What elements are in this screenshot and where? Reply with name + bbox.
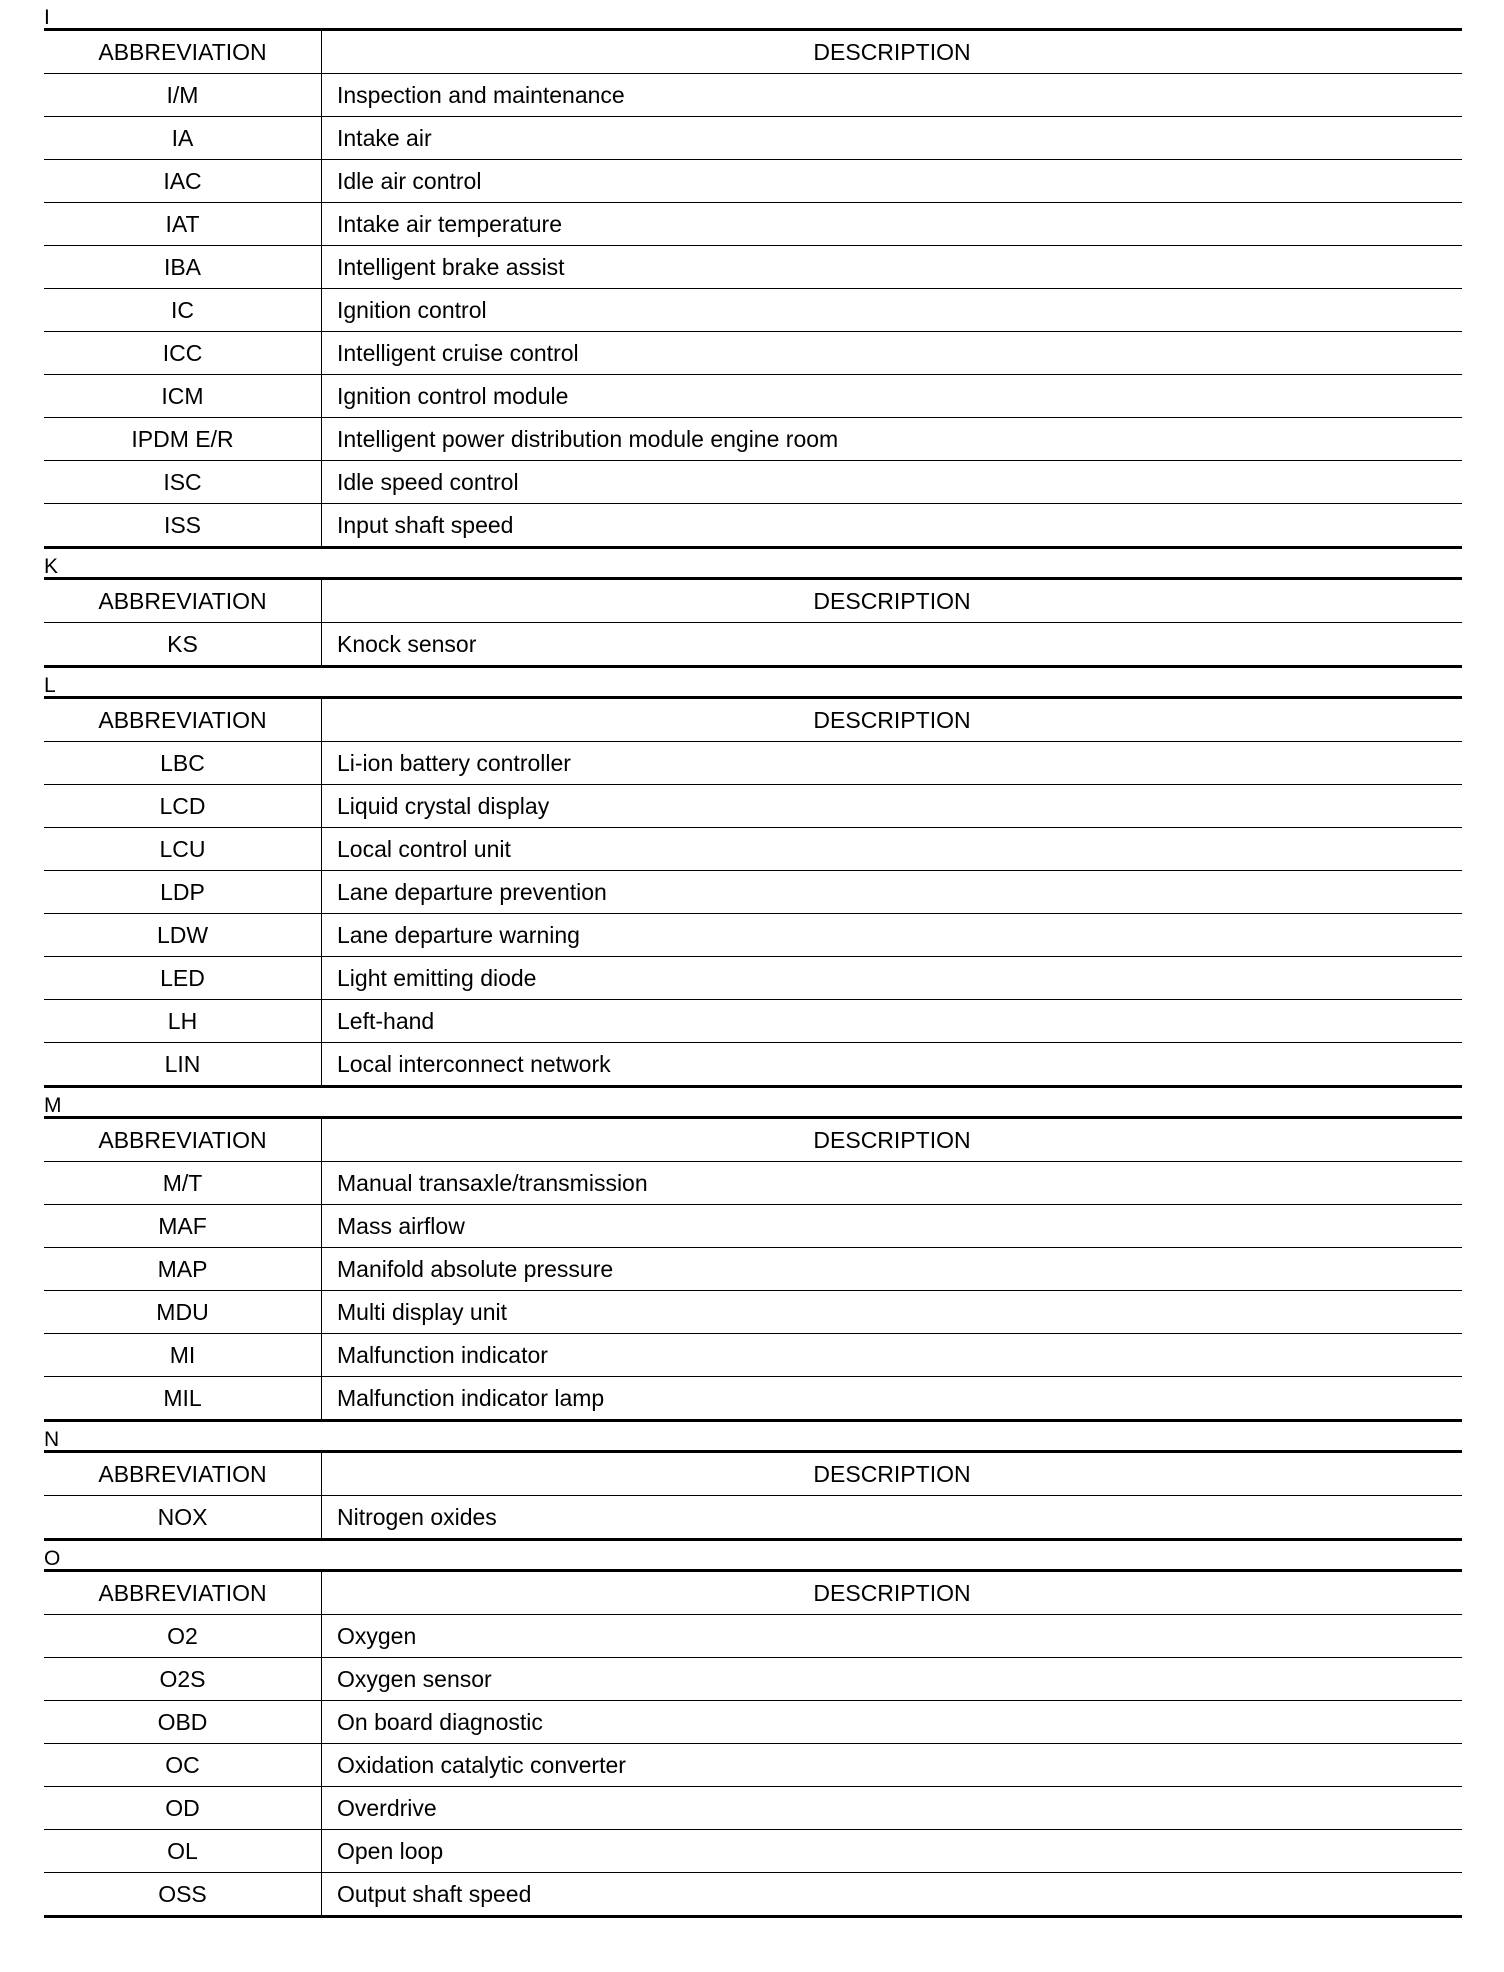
table-row bbox=[44, 1162, 1462, 1205]
abbreviation-table bbox=[44, 577, 1462, 668]
abbreviation-cell: LBC bbox=[44, 742, 322, 785]
description-cell: Open loop bbox=[322, 1830, 1463, 1873]
table-row bbox=[44, 1248, 1462, 1291]
description-column-header: DESCRIPTION bbox=[813, 587, 971, 614]
table-row bbox=[44, 1873, 1462, 1917]
description-cell: Intake air bbox=[322, 117, 1463, 160]
abbreviation-cell: OSS bbox=[44, 1873, 322, 1917]
description-cell: On board diagnostic bbox=[322, 1701, 1463, 1744]
abbreviation-cell: LDW bbox=[44, 914, 322, 957]
table-header-row bbox=[44, 30, 1462, 74]
abbreviation-column-header: ABBREVIATION bbox=[44, 1571, 322, 1615]
table-row bbox=[44, 1615, 1462, 1658]
abbreviation-cell: OBD bbox=[44, 1701, 322, 1744]
description-cell: Malfunction indicator bbox=[322, 1334, 1463, 1377]
table-row bbox=[44, 203, 1462, 246]
table-row bbox=[44, 461, 1462, 504]
table-row bbox=[44, 74, 1462, 117]
table-header-row bbox=[44, 698, 1462, 742]
table-row bbox=[44, 246, 1462, 289]
table-row bbox=[44, 160, 1462, 203]
table-row bbox=[44, 1043, 1462, 1087]
table-row bbox=[44, 623, 1462, 667]
description-cell: Ignition control bbox=[322, 289, 1463, 332]
table-row bbox=[44, 1744, 1462, 1787]
description-cell: Liquid crystal display bbox=[322, 785, 1463, 828]
table-header-row bbox=[44, 1571, 1462, 1615]
table-row bbox=[44, 828, 1462, 871]
description-cell: Oxygen bbox=[322, 1615, 1463, 1658]
description-column-header: DESCRIPTION bbox=[813, 706, 971, 733]
description-cell: Left-hand bbox=[322, 1000, 1463, 1043]
abbreviation-cell: I/M bbox=[44, 74, 322, 117]
table-row bbox=[44, 1205, 1462, 1248]
table-row bbox=[44, 1334, 1462, 1377]
abbreviation-cell: MDU bbox=[44, 1291, 322, 1334]
abbreviation-table bbox=[44, 1450, 1462, 1541]
abbreviation-table bbox=[44, 28, 1462, 549]
description-column-header: DESCRIPTION bbox=[813, 1579, 971, 1606]
abbreviation-cell: LED bbox=[44, 957, 322, 1000]
description-cell: Mass airflow bbox=[322, 1205, 1463, 1248]
abbreviation-cell: LCU bbox=[44, 828, 322, 871]
abbreviation-cell: NOX bbox=[44, 1496, 322, 1540]
description-cell: Intelligent brake assist bbox=[322, 246, 1463, 289]
section-letter: I bbox=[44, 6, 50, 29]
description-cell: Idle speed control bbox=[322, 461, 1463, 504]
description-cell: Local control unit bbox=[322, 828, 1463, 871]
description-cell: Li-ion battery controller bbox=[322, 742, 1463, 785]
abbreviation-column-header: ABBREVIATION bbox=[44, 30, 322, 74]
abbreviation-cell: ICC bbox=[44, 332, 322, 375]
abbreviation-cell: LIN bbox=[44, 1043, 322, 1087]
abbreviation-column-header: ABBREVIATION bbox=[44, 579, 322, 623]
abbreviation-cell: LH bbox=[44, 1000, 322, 1043]
abbreviation-cell: O2 bbox=[44, 1615, 322, 1658]
abbreviation-column-header: ABBREVIATION bbox=[44, 698, 322, 742]
abbreviation-cell: IA bbox=[44, 117, 322, 160]
section-letter: M bbox=[44, 1094, 62, 1117]
table-row bbox=[44, 117, 1462, 160]
description-cell: Light emitting diode bbox=[322, 957, 1463, 1000]
description-cell: Inspection and maintenance bbox=[322, 74, 1463, 117]
table-row bbox=[44, 375, 1462, 418]
abbreviation-cell: LCD bbox=[44, 785, 322, 828]
section-letter: O bbox=[44, 1547, 61, 1570]
abbreviation-cell: OD bbox=[44, 1787, 322, 1830]
abbreviation-column-header: ABBREVIATION bbox=[44, 1118, 322, 1162]
description-cell: Intelligent power distribution module engine room bbox=[322, 418, 1463, 461]
description-cell: Local interconnect network bbox=[322, 1043, 1463, 1087]
table-row bbox=[44, 1787, 1462, 1830]
description-cell: Manifold absolute pressure bbox=[322, 1248, 1463, 1291]
abbreviation-cell: LDP bbox=[44, 871, 322, 914]
abbreviation-table bbox=[44, 696, 1462, 1088]
description-column-header: DESCRIPTION bbox=[813, 38, 971, 65]
description-cell: Output shaft speed bbox=[322, 1873, 1463, 1917]
table-row bbox=[44, 957, 1462, 1000]
table-row bbox=[44, 1291, 1462, 1334]
description-cell: Intelligent cruise control bbox=[322, 332, 1463, 375]
table-row bbox=[44, 1377, 1462, 1421]
table-row bbox=[44, 1000, 1462, 1043]
description-cell: Overdrive bbox=[322, 1787, 1463, 1830]
abbreviation-cell: ICM bbox=[44, 375, 322, 418]
table-row bbox=[44, 289, 1462, 332]
description-cell: Knock sensor bbox=[322, 623, 1463, 667]
abbreviation-cell: IAT bbox=[44, 203, 322, 246]
abbreviation-cell: MIL bbox=[44, 1377, 322, 1421]
description-cell: Input shaft speed bbox=[322, 504, 1463, 548]
abbreviation-cell: ISS bbox=[44, 504, 322, 548]
abbreviation-table bbox=[44, 1569, 1462, 1918]
description-cell: Nitrogen oxides bbox=[322, 1496, 1463, 1540]
abbreviation-column-header: ABBREVIATION bbox=[44, 1452, 322, 1496]
table-row bbox=[44, 504, 1462, 548]
table-row bbox=[44, 742, 1462, 785]
table-row bbox=[44, 1496, 1462, 1540]
abbreviation-cell: IBA bbox=[44, 246, 322, 289]
table-row bbox=[44, 418, 1462, 461]
description-cell: Intake air temperature bbox=[322, 203, 1463, 246]
abbreviation-document bbox=[44, 0, 1462, 1918]
table-row bbox=[44, 785, 1462, 828]
abbreviation-cell: IAC bbox=[44, 160, 322, 203]
description-cell: Lane departure prevention bbox=[322, 871, 1463, 914]
table-row bbox=[44, 1701, 1462, 1744]
table-row bbox=[44, 871, 1462, 914]
abbreviation-cell: M/T bbox=[44, 1162, 322, 1205]
abbreviation-cell: OC bbox=[44, 1744, 322, 1787]
abbreviation-cell: MI bbox=[44, 1334, 322, 1377]
description-column-header: DESCRIPTION bbox=[813, 1460, 971, 1487]
section-letter: N bbox=[44, 1428, 60, 1451]
abbreviation-cell: IC bbox=[44, 289, 322, 332]
description-cell: Idle air control bbox=[322, 160, 1463, 203]
table-header-row bbox=[44, 579, 1462, 623]
table-row bbox=[44, 914, 1462, 957]
table-row bbox=[44, 332, 1462, 375]
table-row bbox=[44, 1658, 1462, 1701]
description-cell: Oxygen sensor bbox=[322, 1658, 1463, 1701]
abbreviation-cell: MAP bbox=[44, 1248, 322, 1291]
description-column-header: DESCRIPTION bbox=[813, 1126, 971, 1153]
section-letter: L bbox=[44, 674, 56, 697]
description-cell: Oxidation catalytic converter bbox=[322, 1744, 1463, 1787]
description-cell: Ignition control module bbox=[322, 375, 1463, 418]
description-cell: Malfunction indicator lamp bbox=[322, 1377, 1463, 1421]
table-header-row bbox=[44, 1452, 1462, 1496]
description-cell: Manual transaxle/transmission bbox=[322, 1162, 1463, 1205]
description-cell: Lane departure warning bbox=[322, 914, 1463, 957]
abbreviation-cell: KS bbox=[44, 623, 322, 667]
abbreviation-cell: MAF bbox=[44, 1205, 322, 1248]
abbreviation-cell: O2S bbox=[44, 1658, 322, 1701]
abbreviation-cell: IPDM E/R bbox=[44, 418, 322, 461]
table-header-row bbox=[44, 1118, 1462, 1162]
section-letter: K bbox=[44, 555, 59, 578]
abbreviation-table bbox=[44, 1116, 1462, 1422]
abbreviation-cell: OL bbox=[44, 1830, 322, 1873]
abbreviation-cell: ISC bbox=[44, 461, 322, 504]
description-cell: Multi display unit bbox=[322, 1291, 1463, 1334]
table-row bbox=[44, 1830, 1462, 1873]
